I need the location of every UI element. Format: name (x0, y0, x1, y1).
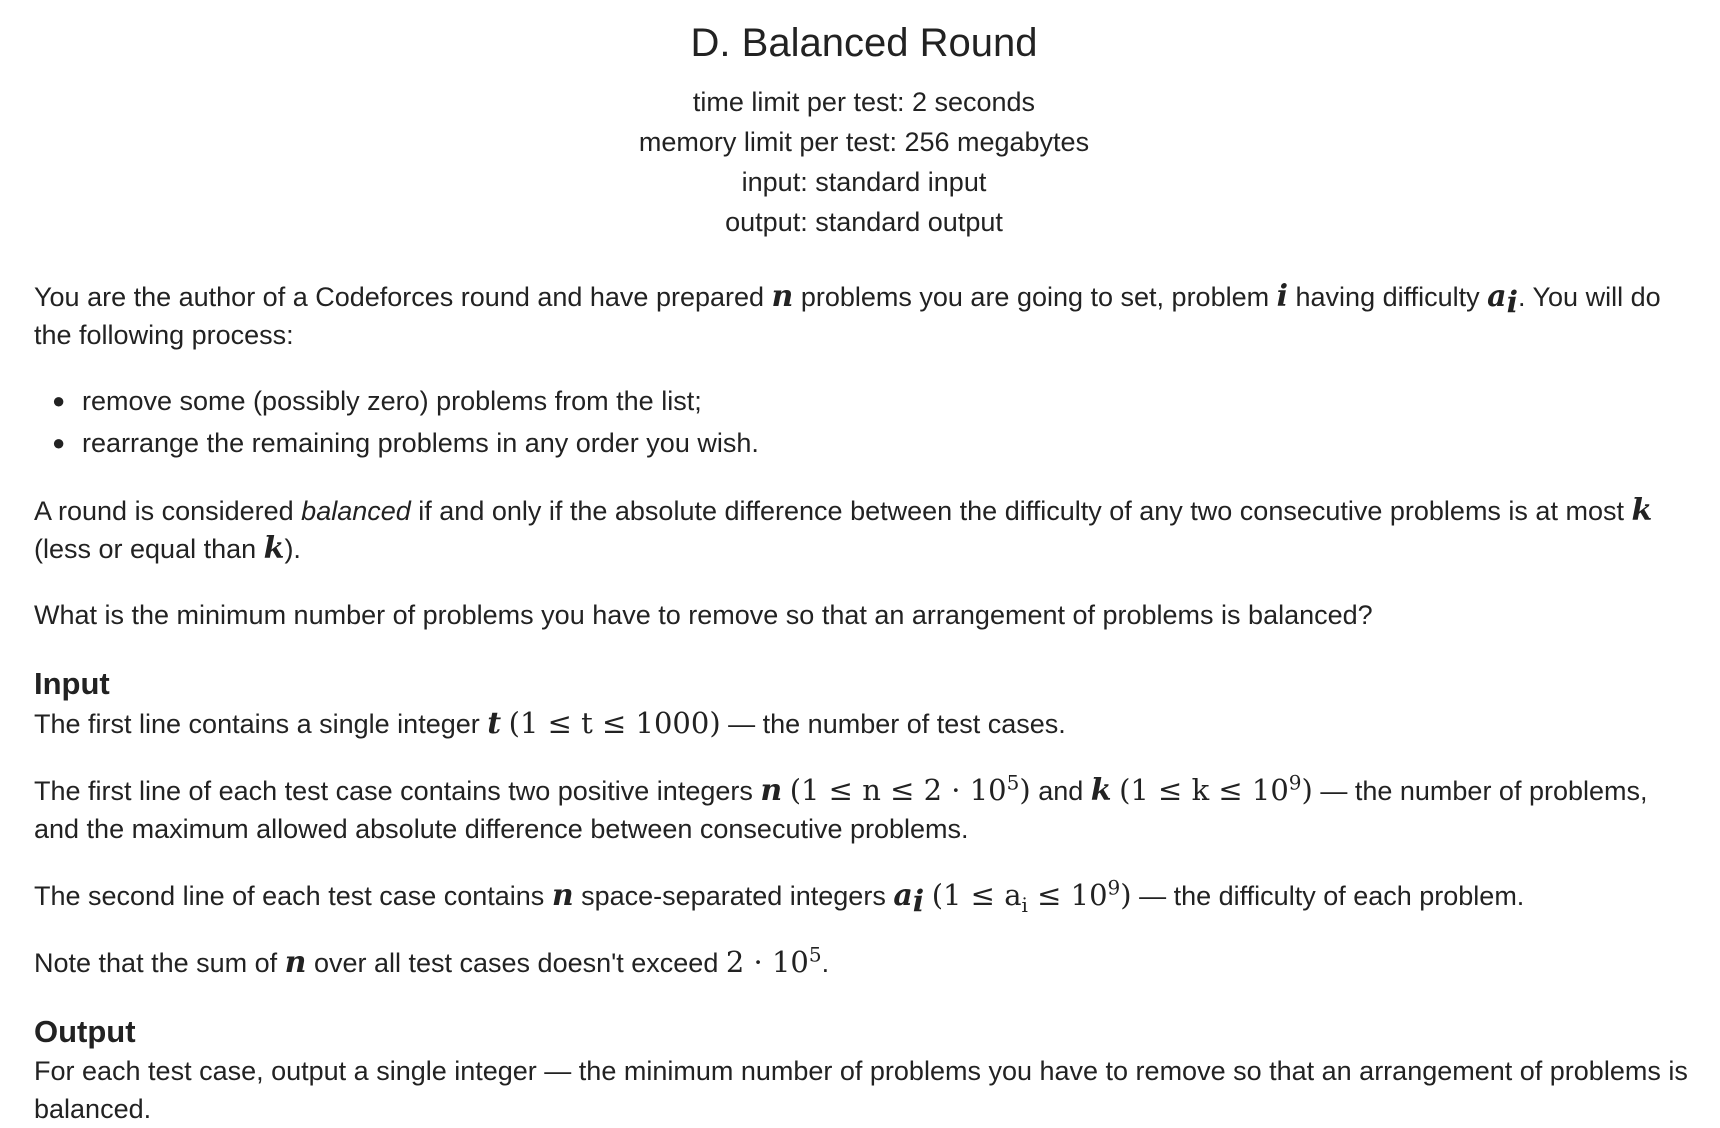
problem-header (34, 18, 1694, 242)
output-file: output: standard output (725, 207, 1003, 237)
input-line-4: Note that the sum of n over all test cases doesn't exceed $2 \cdot 10^5$. (34, 942, 830, 980)
bullet-icon: ● (52, 388, 66, 413)
output-specification (34, 1012, 1694, 1128)
output-text: For each test case, output a single integer — the minimum number of problems you have to remove so that an arrangement of problems is balanced. (34, 1056, 1688, 1124)
input-section-title: Input (34, 666, 110, 701)
legend-paragraph-3: What is the minimum number of problems you have to remove so that an arrangement of problems is balanced? (34, 600, 1373, 630)
bullet-icon: ● (52, 430, 66, 455)
list-item: ● remove some (possibly zero) problems from the list; (82, 380, 1694, 422)
process-list (34, 380, 1694, 464)
input-line-2: The first line of each test case contains two positive integers n $(1 \le n \le 2 \cdot 10^5)$ and k $(1 \le k \le 10^9)$ — the number of problems, and the maximum allowed absolute difference between consecutive problems. (34, 770, 1648, 844)
input-line-1: The first line contains a single integer t (1 ≤ t ≤ 1000) — the number of test cases. (34, 706, 1066, 741)
output-section-title: Output (34, 1014, 136, 1049)
problem-title: D. Balanced Round (690, 21, 1038, 65)
input-specification (34, 664, 1694, 982)
input-file: input: standard input (741, 167, 987, 197)
time-limit: time limit per test: 2 seconds (692, 87, 1036, 117)
legend-paragraph-2: A round is considered balanced if and only if the absolute difference between the difficulty of any two consecutive problems is at most k (less or equal than k). (34, 493, 1653, 566)
memory-limit: memory limit per test: 256 megabytes (638, 127, 1090, 157)
list-item: ● rearrange the remaining problems in any order you wish. (82, 422, 1694, 464)
problem-statement (34, 18, 1694, 1128)
problem-legend (34, 278, 1694, 634)
input-line-3: The second line of each test case contains n space-separated integers $a_i$ $(1 \le a_i \le 10^9)$ — the difficulty of each problem. (34, 875, 1525, 920)
legend-paragraph-1: You are the author of a Codeforces round and have prepared n problems you are going to set, problem i having difficulty $a_i$. You will do the following process: (34, 279, 1661, 350)
